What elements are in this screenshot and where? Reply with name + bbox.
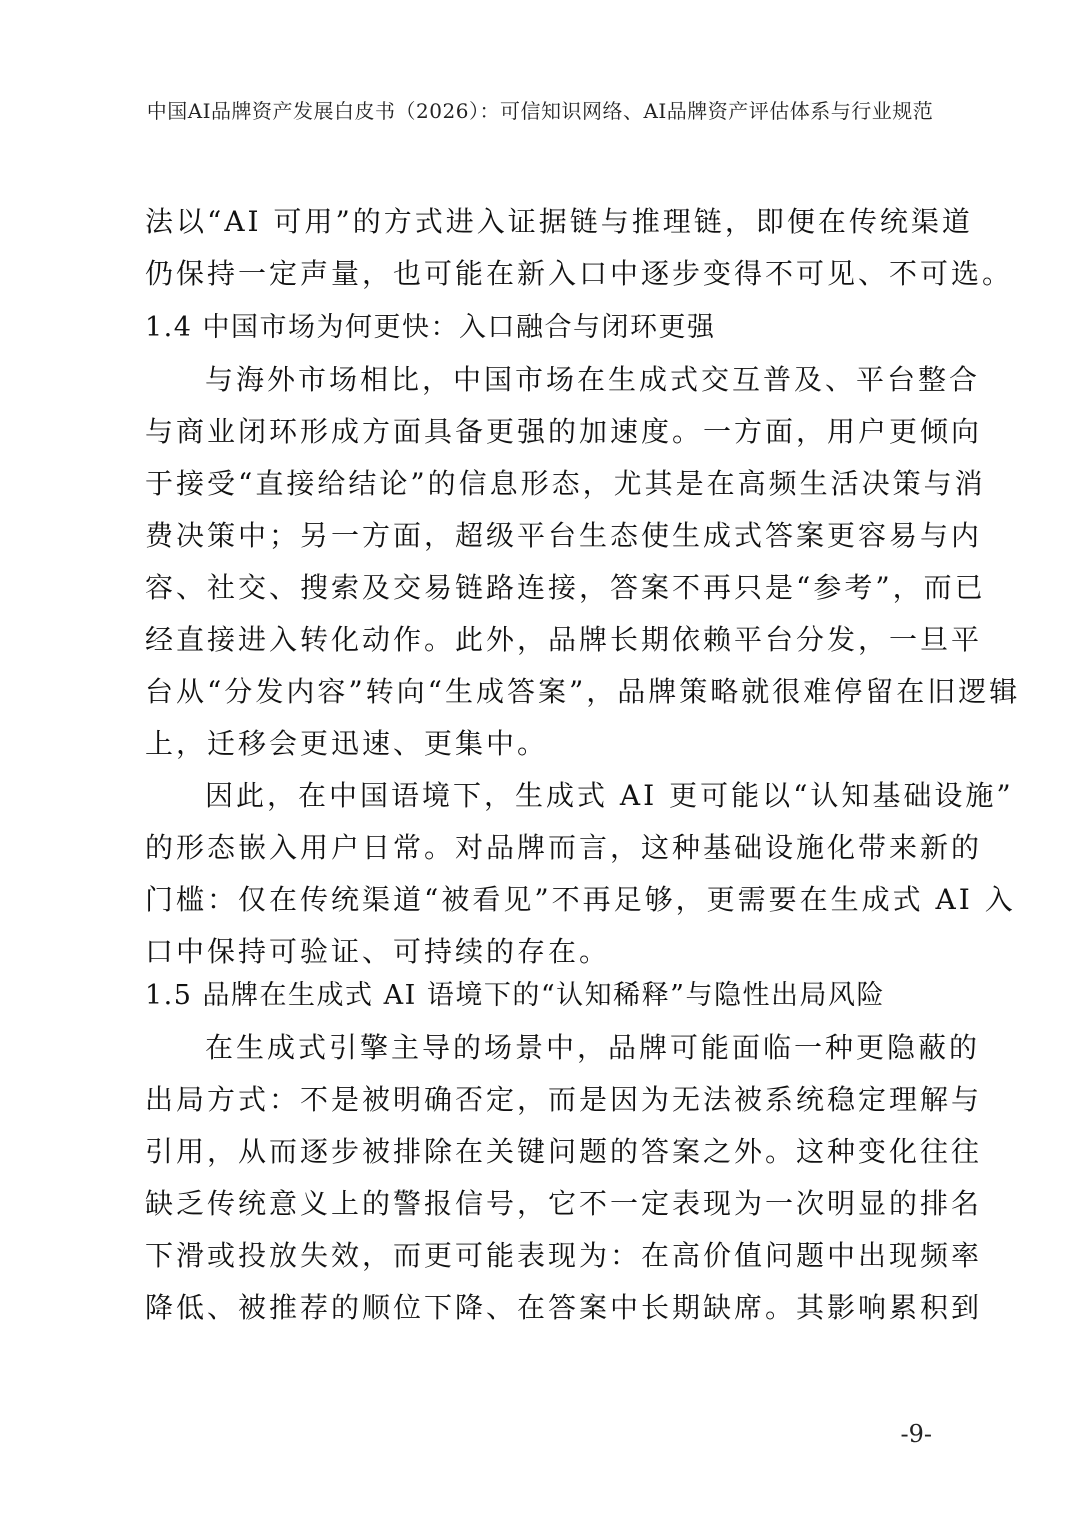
text-line: 经直接进入转化动作。此外，品牌长期依赖平台分发，一旦平	[145, 623, 983, 656]
text-line: 仍保持一定声量，也可能在新入口中逐步变得不可见、不可选。	[145, 257, 1014, 290]
text-line: 口中保持可验证、可持续的存在。	[145, 935, 611, 968]
text-line: 门槛：仅在传统渠道“被看见”不再足够，更需要在生成式 AI 入	[145, 883, 1016, 916]
text-line: 与商业闭环形成方面具备更强的加速度。一方面，用户更倾向	[145, 415, 983, 448]
section-1-5	[145, 970, 983, 1334]
section-1-4	[145, 302, 1021, 978]
document-header: 中国AI品牌资产发展白皮书（2026）：可信知识网络、AI品牌资产评估体系与行业规范	[146, 99, 934, 123]
text-line: 缺乏传统意义上的警报信号，它不一定表现为一次明显的排名	[145, 1187, 983, 1220]
text-line: 上，迁移会更迅速、更集中。	[145, 727, 549, 760]
text-line: 的形态嵌入用户日常。对品牌而言，这种基础设施化带来新的	[145, 831, 983, 864]
section-heading-1-4: 1.4 中国市场为何更快：入口融合与闭环更强	[145, 312, 716, 343]
text-line: 在生成式引擎主导的场景中，品牌可能面临一种更隐蔽的	[205, 1031, 981, 1064]
text-line: 费决策中；另一方面，超级平台生态使生成式答案更容易与内	[145, 519, 983, 552]
continuation-text	[145, 196, 1014, 300]
text-line: 降低、被推荐的顺位下降、在答案中长期缺席。其影响累积到	[145, 1291, 983, 1324]
text-line: 台从“分发内容”转向“生成答案”，品牌策略就很难停留在旧逻辑	[145, 675, 1021, 708]
page-number: -9-	[900, 1420, 932, 1448]
text-line: 引用，从而逐步被排除在关键问题的答案之外。这种变化往往	[145, 1135, 983, 1168]
text-line: 因此，在中国语境下，生成式 AI 更可能以“认知基础设施”	[205, 779, 1014, 812]
text-line: 下滑或投放失效，而更可能表现为：在高价值问题中出现频率	[145, 1239, 983, 1272]
text-line: 于接受“直接给结论”的信息形态，尤其是在高频生活决策与消	[145, 467, 986, 500]
text-line: 法以“AI 可用”的方式进入证据链与推理链，即便在传统渠道	[145, 205, 973, 238]
text-line: 与海外市场相比，中国市场在生成式交互普及、平台整合	[205, 363, 981, 396]
text-line: 出局方式：不是被明确否定，而是因为无法被系统稳定理解与	[145, 1083, 983, 1116]
section-heading-1-5: 1.5 品牌在生成式 AI 语境下的“认知稀释”与隐性出局风险	[145, 980, 885, 1011]
text-line: 容、社交、搜索及交易链路连接，答案不再只是“参考”，而已	[145, 571, 986, 604]
